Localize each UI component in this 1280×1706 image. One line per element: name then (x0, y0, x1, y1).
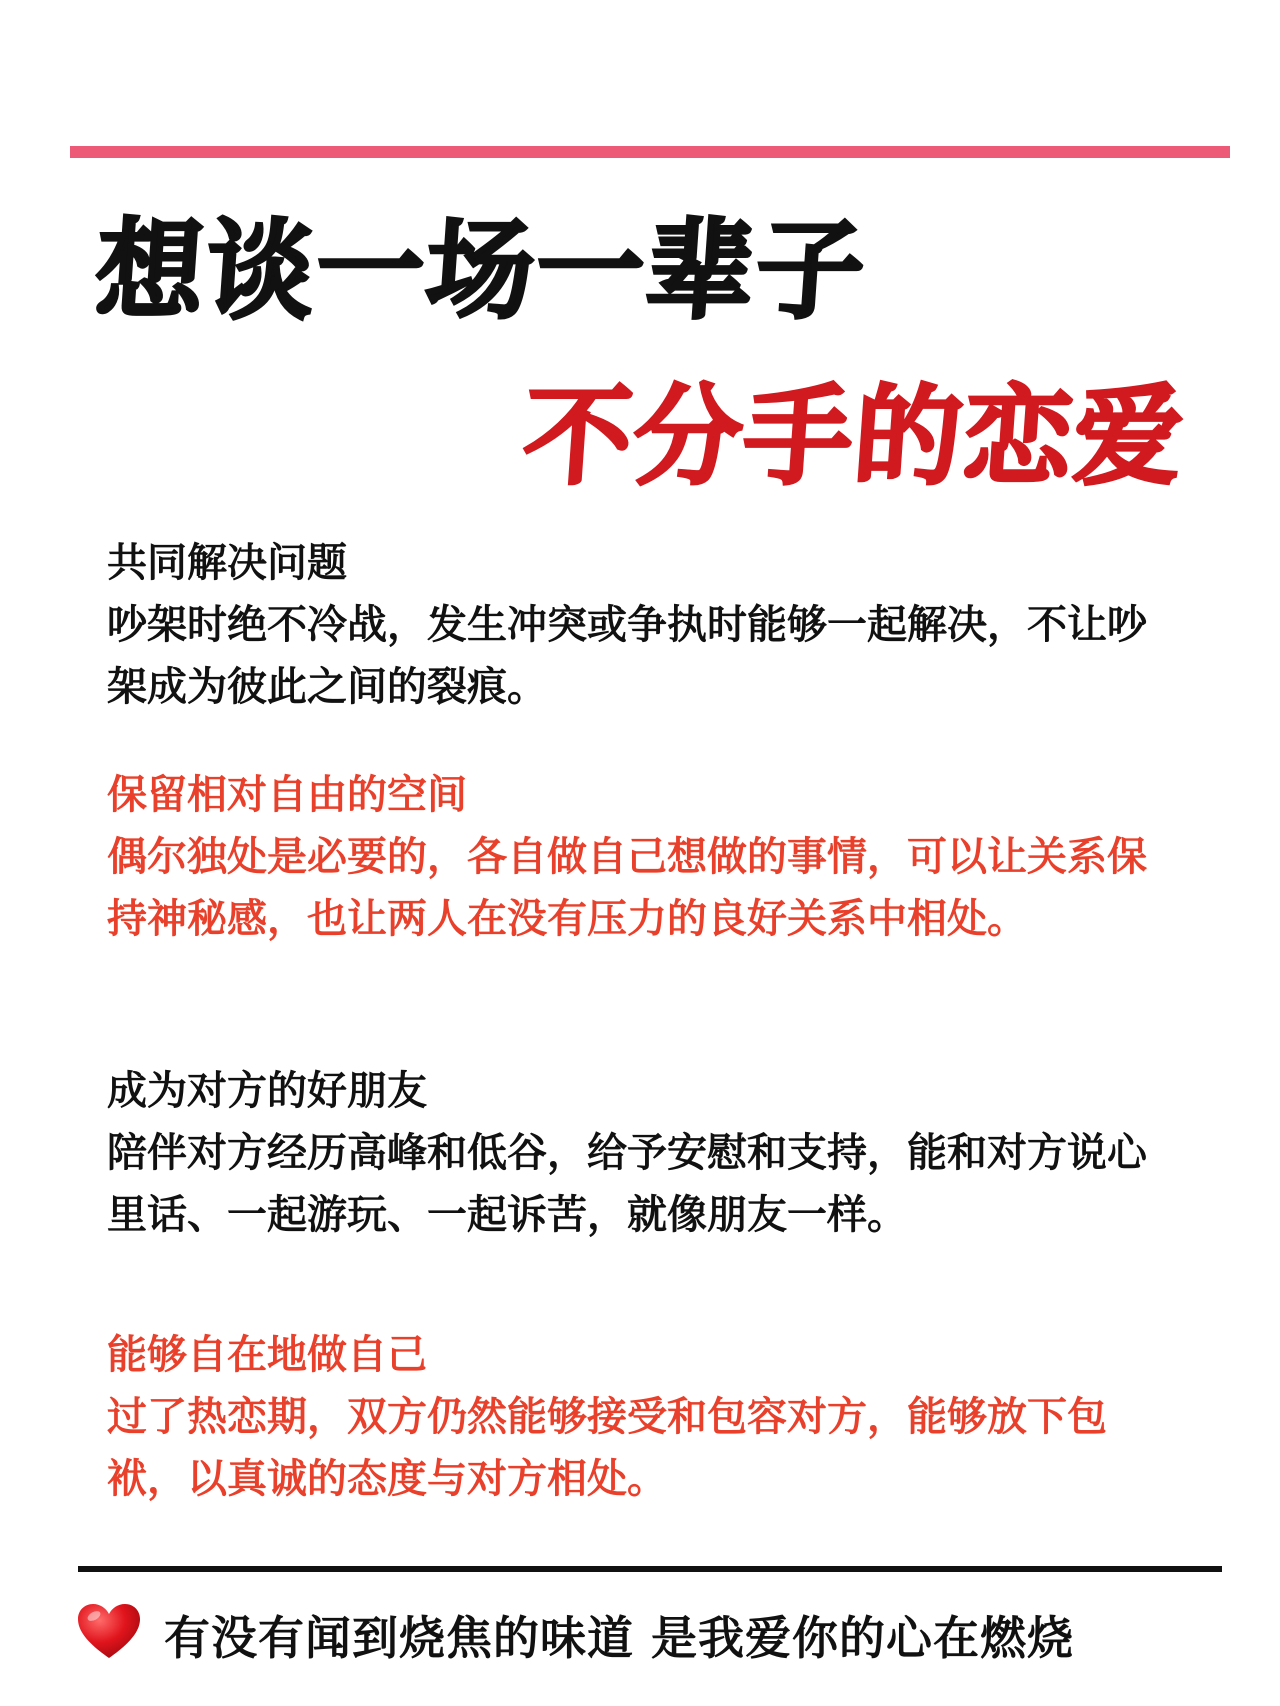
heart-icon (76, 1602, 142, 1660)
page-subtitle: 不分手的恋爱 (519, 375, 1189, 500)
top-divider (70, 146, 1230, 158)
section-good-friends (107, 1060, 1182, 1246)
section-body: 吵架时绝不冷战，发生冲突或争执时能够一起解决，不让吵架成为彼此之间的裂痕。 (107, 602, 1147, 710)
section-body: 偶尔独处是必要的，各自做自己想做的事情，可以让关系保持神秘感，也让两人在没有压力的良好关系中相处。 (107, 834, 1147, 942)
section-heading: 共同解决问题 (107, 540, 347, 586)
section-solve-problems (107, 532, 1182, 718)
section-body: 陪伴对方经历高峰和低谷，给予安慰和支持，能和对方说心里话、一起游玩、一起诉苦，就像朋友一样。 (107, 1130, 1147, 1238)
section-heading: 成为对方的好朋友 (107, 1068, 427, 1114)
section-heading: 能够自在地做自己 (107, 1332, 427, 1378)
bottom-divider (78, 1566, 1222, 1572)
section-personal-space (107, 764, 1182, 950)
footer-text: 有没有闻到烧焦的味道 是我爱你的心在燃烧 (164, 1611, 1075, 1665)
section-body: 过了热恋期，双方仍然能够接受和包容对方，能够放下包袱，以真诚的态度与对方相处。 (107, 1394, 1107, 1502)
footer (76, 1600, 1074, 1670)
section-heading: 保留相对自由的空间 (107, 772, 467, 818)
section-be-yourself (107, 1324, 1182, 1510)
page-title: 想谈一场一辈子 (91, 209, 871, 334)
